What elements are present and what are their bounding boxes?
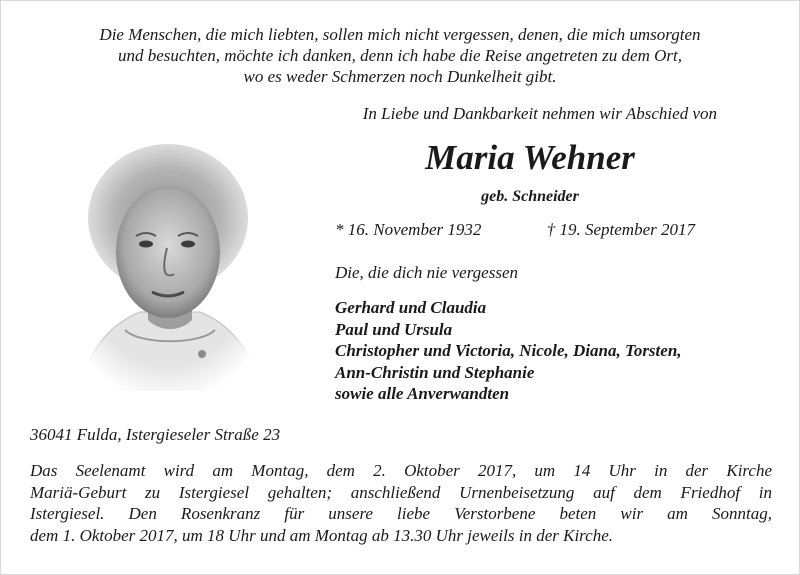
mourner-line: sowie alle Anverwandten [335,384,510,403]
verse-line: und besuchten, möchte ich danken, denn ich habe die Reise angetreten zu dem Ort, [118,46,682,65]
notice-line: Das Seelenamt wird am Montag, dem 2. Oktober 2017, um 14 Uhr in der Kirche [30,461,772,480]
service-notice [30,460,772,546]
deceased-name: Maria Wehner [425,138,635,177]
mourner-line: Paul und Ursula [335,319,453,339]
notice-line: Mariä-Geburt zu Istergiesel gehalten; anschließend Urnenbeisetzung auf dem Friedhof in [30,482,772,502]
birth-name: geb. Schneider [481,188,579,205]
mourner-line: Christopher und Victoria, Nicole, Diana, Torsten, [335,341,682,360]
portrait-photo [70,140,265,390]
death-date: † 19. September 2017 [546,220,695,239]
mourner-line: Ann-Christin und Stephanie [335,362,535,382]
notice-line: dem 1. Oktober 2017, um 18 Uhr und am Montag ab 13.30 Uhr jeweils in der Kirche. [30,525,613,545]
farewell-intro: In Liebe und Dankbarkeit nehmen wir Abschied von [362,104,717,123]
memorial-verse [20,24,780,87]
notice-line: Istergiesel. Den Rosenkranz für unsere liebe Verstorbene beten wir am Sonntag, [30,504,772,523]
birth-date: * 16. November 1932 [335,220,482,239]
mourners-heading: Die, die dich nie vergessen [335,263,518,282]
verse-line: Die Menschen, die mich liebten, sollen mich nicht vergessen, denen, die mich umsorgten [99,25,701,44]
mourner-line: Gerhard und Claudia [335,298,487,317]
mourners-list [335,297,682,405]
family-address: 36041 Fulda, Istergieseler Straße 23 [30,425,281,444]
verse-line: wo es weder Schmerzen noch Dunkelheit gibt. [243,67,557,86]
